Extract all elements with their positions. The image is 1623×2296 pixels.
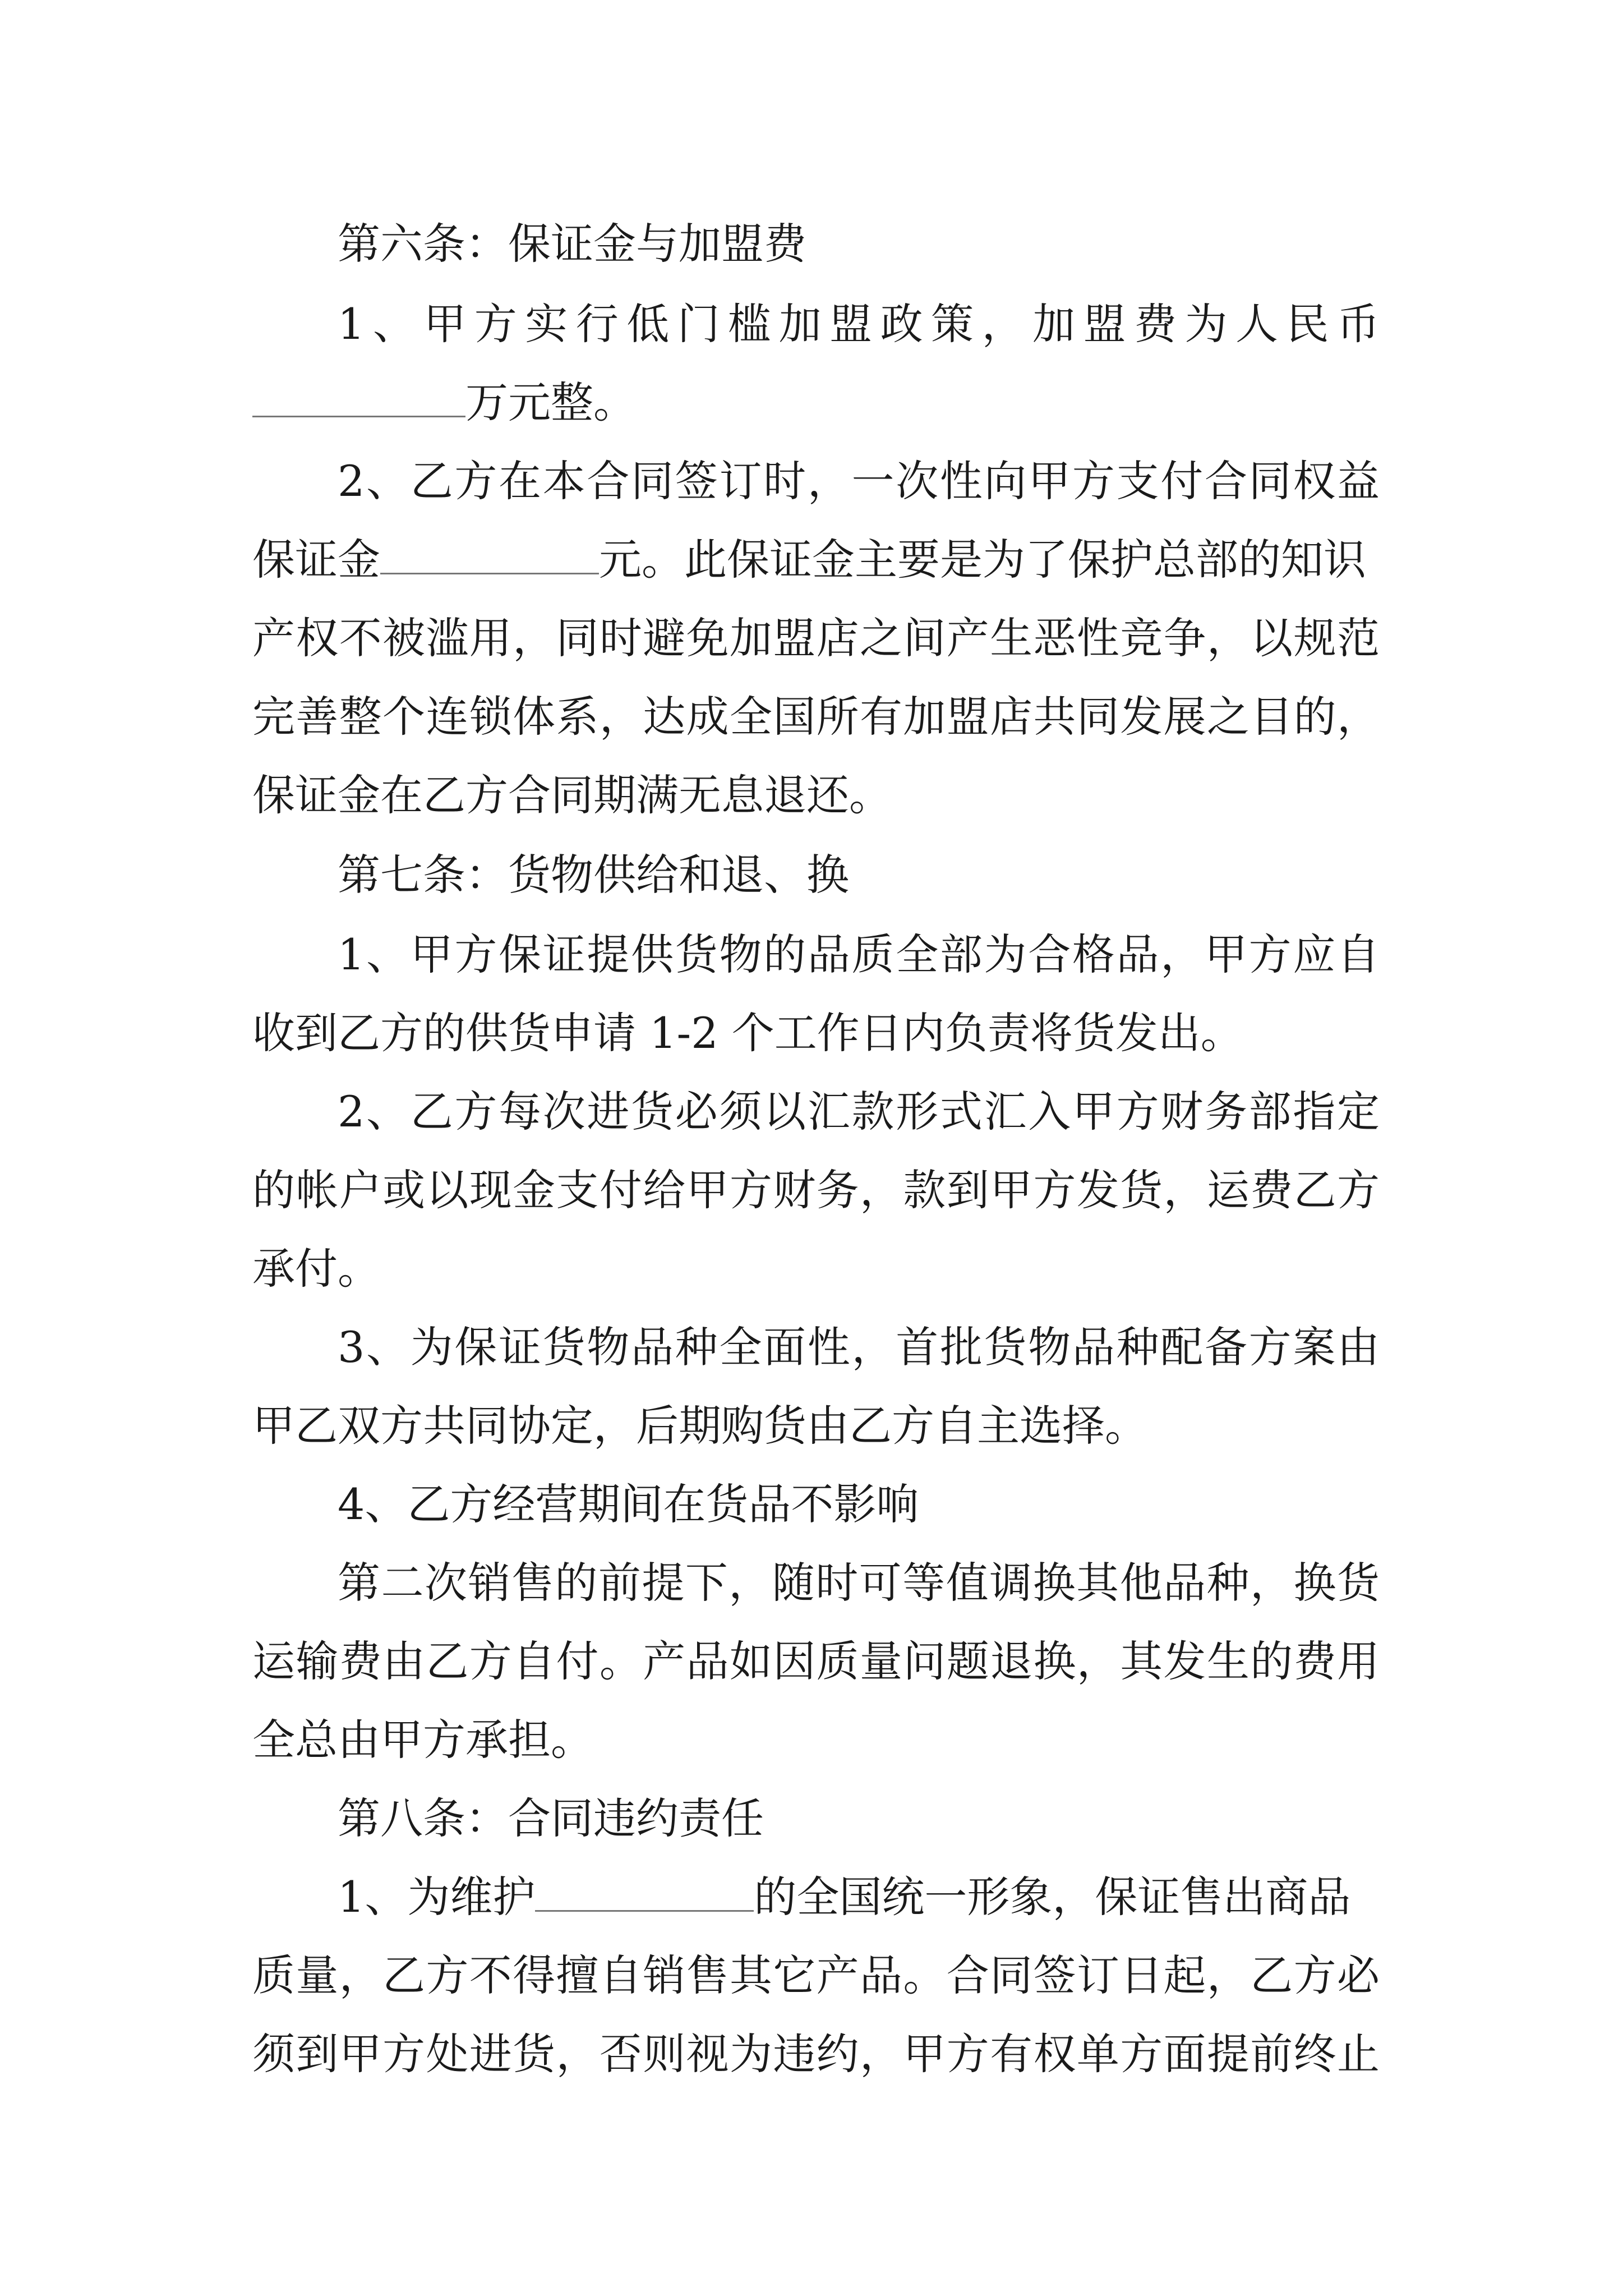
article6-item1-line2 bbox=[252, 375, 1380, 431]
article6-heading: 第六条：保证金与加盟费 bbox=[338, 219, 806, 269]
article8-item1-line3: 须到甲方处进货，否则视为违约，甲方有权单方面提前终止 bbox=[252, 2029, 1380, 2079]
article6-item2-line5: 保证金在乙方合同期满无息退还。 bbox=[252, 770, 892, 820]
article6-item2-line4: 完善整个连锁体系，达成全国所有加盟店共同发展之目的， bbox=[252, 692, 1380, 742]
article6-item2-line2 bbox=[252, 532, 1380, 588]
article6-item1-line2-text: 万元整。 bbox=[465, 378, 636, 427]
blank-underline bbox=[535, 1871, 754, 1912]
blank-underline bbox=[380, 533, 599, 574]
article8-item1-line2: 质量，乙方不得擅自销售其它产品。合同签订日起，乙方必 bbox=[252, 1950, 1380, 2000]
article6-item2-line3: 产权不被滥用，同时避免加盟店之间产生恶性竞争，以规范 bbox=[252, 613, 1380, 663]
article7-heading: 第七条：货物供给和退、换 bbox=[338, 850, 849, 900]
article7-item3-line1: 3、为保证货物品种全面性，首批货物品种配备方案由 bbox=[338, 1322, 1380, 1372]
article8-item1-line1 bbox=[338, 1869, 1380, 1925]
article7-item2-line2: 的帐户或以现金支付给甲方财务，款到甲方发货，运费乙方 bbox=[252, 1165, 1380, 1215]
article7-item3-line2: 甲乙双方共同协定，后期购货由乙方自主选择。 bbox=[252, 1401, 1147, 1451]
article7-item4-line4: 全总由甲方承担。 bbox=[252, 1715, 593, 1765]
article7-item4-line1: 4、乙方经营期间在货品不影响 bbox=[338, 1479, 919, 1529]
article6-item2-line2-before: 保证金 bbox=[252, 535, 380, 585]
article7-item2-line3: 承付。 bbox=[252, 1244, 380, 1294]
article7-item2-line1: 2、乙方每次进货必须以汇款形式汇入甲方财务部指定 bbox=[338, 1087, 1380, 1137]
article7-item1-line2: 收到乙方的供货申请 1-2 个工作日内负责将货发出。 bbox=[252, 1008, 1243, 1058]
article8-item1-line1-before: 1、为维护 bbox=[338, 1872, 536, 1922]
article6-item2-line2-after: 元。此保证金主要是为了保护总部的知识 bbox=[599, 535, 1366, 585]
article7-item4-line3: 运输费由乙方自付。产品如因质量问题退换，其发生的费用 bbox=[252, 1636, 1380, 1686]
article6-item2-line1: 2、乙方在本合同签订时，一次性向甲方支付合同权益 bbox=[338, 456, 1380, 506]
article6-item1-line1: 1、甲方实行低门槛加盟政策，加盟费为人民币 bbox=[338, 299, 1380, 349]
article7-item1-line1: 1、甲方保证提供货物的品质全部为合格品，甲方应自 bbox=[338, 930, 1380, 979]
article8-heading: 第八条：合同违约责任 bbox=[338, 1793, 764, 1843]
article8-item1-line1-after: 的全国统一形象，保证售出商品 bbox=[754, 1872, 1351, 1922]
blank-underline bbox=[252, 376, 465, 417]
article7-item4-line2: 第二次销售的前提下，随时可等值调换其他品种，换货 bbox=[338, 1558, 1380, 1608]
